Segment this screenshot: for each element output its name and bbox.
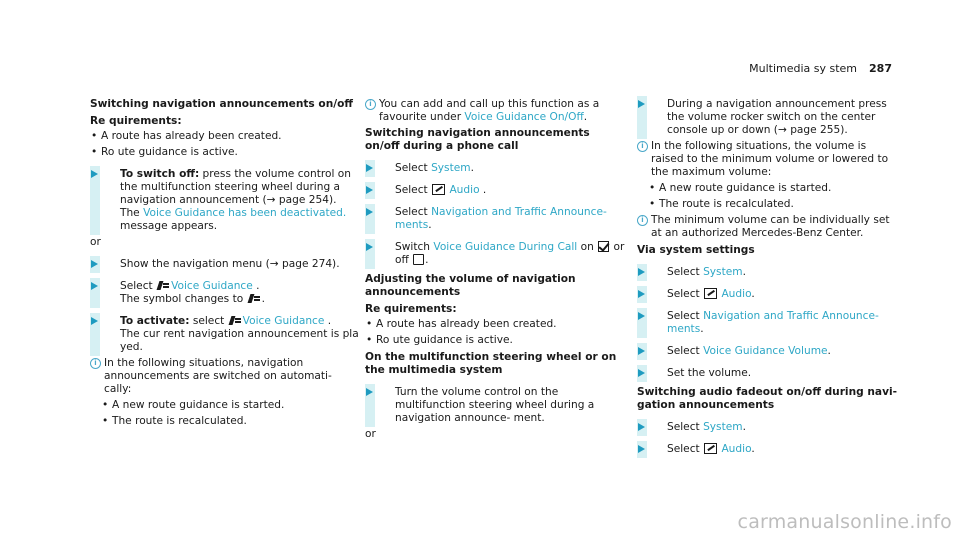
navigation-voice-muted-icon xyxy=(248,293,261,304)
situations-list xyxy=(637,182,899,211)
info-icon: i xyxy=(637,141,648,152)
step-select-voice-guidance: Select Voice Guidance . The symbol changes to . xyxy=(90,280,360,306)
info-note: i You can add and call up this function as a favourite under Voice Guidance On/Off. xyxy=(365,98,625,124)
or-text: or xyxy=(365,428,376,440)
navigation-voice-icon xyxy=(229,315,242,326)
link-audio[interactable]: Audio xyxy=(449,184,480,196)
arrow-right-icon xyxy=(638,290,645,298)
step-select-system: Select System. xyxy=(637,266,899,279)
list-item: • A new route guidance is started. xyxy=(648,182,899,195)
arrow-right-icon xyxy=(91,260,98,268)
navigation-voice-icon xyxy=(157,280,170,291)
link-navigation-traffic[interactable]: Navigation and Traffic Announce- ments xyxy=(395,206,607,231)
step-switch-off: To switch off: press the volume control on the multifunction steering wheel during a navigation announcement (→ page 254). The Voice Guidance has been deactivated. message appears. xyxy=(90,168,360,233)
list-item: • A new route guidance is started. xyxy=(101,399,360,412)
step-select-audio: Select Audio. xyxy=(637,288,899,301)
step-select-audio: Select Audio . xyxy=(365,184,625,197)
arrow-right-icon xyxy=(366,243,373,251)
arrow-right-icon xyxy=(91,170,98,178)
situations-list xyxy=(90,399,360,428)
step-select-nav-traffic: Select Navigation and Traffic Announce- ments. xyxy=(365,206,625,232)
arrow-right-icon xyxy=(638,445,645,453)
arrow-right-icon xyxy=(366,388,373,396)
list-item: • The route is recalculated. xyxy=(648,198,899,211)
section-title: Multimedia sy stem xyxy=(749,62,858,75)
heading-adjust-volume: Adjusting the volume of navigation announcements xyxy=(365,273,576,298)
column-3 xyxy=(637,98,899,459)
column-1 xyxy=(90,98,360,431)
link-navigation-traffic[interactable]: Navigation and Traffic Announce- ments xyxy=(667,310,879,335)
link-system[interactable]: System xyxy=(703,266,743,278)
arrow-right-icon xyxy=(638,423,645,431)
list-item: • Ro ute guidance is active. xyxy=(90,146,360,159)
arrow-right-icon xyxy=(638,268,645,276)
step-select-system: Select System. xyxy=(637,421,899,434)
info-note: i In the following situations, navigation announcements are switched on automati- cally: xyxy=(90,357,360,396)
info-icon: i xyxy=(90,358,101,369)
heading-steering-wheel: On the multifunction steering wheel or on the multimedia system xyxy=(365,351,617,376)
step-switch-during-call: Switch Voice Guidance During Call on or off . xyxy=(365,241,625,267)
audio-icon xyxy=(704,288,717,299)
list-item: • The route is recalculated. xyxy=(101,415,360,428)
step-show-nav-menu: Show the navigation menu (→ page 274). xyxy=(90,258,360,271)
requirements-label: Re quirements: xyxy=(90,115,182,127)
link-system[interactable]: System xyxy=(703,421,743,433)
link-voice-guidance[interactable]: Voice Guidance xyxy=(242,315,325,327)
link-voice-guidance[interactable]: Voice Guidance xyxy=(171,280,253,292)
arrow-right-icon xyxy=(366,164,373,172)
step-select-nav-traffic: Select Navigation and Traffic Announce- ments. xyxy=(637,310,899,336)
link-audio[interactable]: Audio xyxy=(721,443,752,455)
heading-phone-call: Switching navigation announcements on/off during a phone call xyxy=(365,127,590,152)
info-note: i The minimum volume can be individually set at an authorized Mercedes-Benz Center. xyxy=(637,214,899,240)
arrow-right-icon xyxy=(638,100,645,108)
step-set-volume: Set the volume. xyxy=(637,367,899,380)
heading-system-settings: Via system settings xyxy=(637,244,755,256)
checkbox-checked-icon xyxy=(598,241,609,252)
step-rocker-switch: During a navigation announcement press the volume rocker switch on the center console up or down (→ page 255). xyxy=(637,98,899,137)
arrow-right-icon xyxy=(91,317,98,325)
watermark: carmanualsonline.info xyxy=(737,511,952,533)
or-text: or xyxy=(90,236,101,248)
info-icon: i xyxy=(365,99,376,110)
list-item: • Ro ute guidance is active. xyxy=(365,334,625,347)
arrow-right-icon xyxy=(638,312,645,320)
arrow-right-icon xyxy=(638,369,645,377)
info-icon: i xyxy=(637,215,648,226)
step-select-voice-volume: Select Voice Guidance Volume. xyxy=(637,345,899,358)
link-audio[interactable]: Audio xyxy=(721,288,752,300)
arrow-right-icon xyxy=(91,282,98,290)
list-item: • A route has already been created. xyxy=(365,318,625,331)
link-system[interactable]: System xyxy=(431,162,471,174)
step-activate: To activate: select Voice Guidance . The cur rent navigation announcement is pla yed. xyxy=(90,315,360,354)
requirements-list xyxy=(365,318,625,347)
page-number: 287 xyxy=(869,62,892,75)
audio-icon xyxy=(432,184,445,195)
heading-audio-fadeout: Switching audio fadeout on/off during navi- gation announcements xyxy=(637,386,898,411)
requirements-list xyxy=(90,130,360,159)
link-voice-guidance-volume[interactable]: Voice Guidance Volume xyxy=(703,345,828,357)
step-select-system: Select System. xyxy=(365,162,625,175)
link-voice-guidance-on-off[interactable]: Voice Guidance On/Off xyxy=(464,111,584,123)
arrow-right-icon xyxy=(638,347,645,355)
requirements-label: Re quirements: xyxy=(365,303,457,315)
arrow-right-icon xyxy=(366,186,373,194)
arrow-right-icon xyxy=(366,208,373,216)
link-voice-guidance-during-call[interactable]: Voice Guidance During Call xyxy=(433,241,578,253)
step-turn-volume: Turn the volume control on the multifunction steering wheel during a navigation announce- ment. xyxy=(365,386,625,425)
heading-switching-announcements: Switching navigation announcements on/off xyxy=(90,98,353,110)
audio-icon xyxy=(704,443,717,454)
info-note: i In the following situations, the volume is raised to the minimum volume or lowered to the maximum volume: xyxy=(637,140,899,179)
link-voice-guidance-deactivated[interactable]: Voice Guidance has been deactivated. xyxy=(143,207,347,219)
step-select-audio: Select Audio. xyxy=(637,443,899,456)
list-item: • A route has already been created. xyxy=(90,130,360,143)
column-2 xyxy=(365,98,625,444)
page-header xyxy=(749,62,892,75)
checkbox-empty-icon xyxy=(413,254,424,265)
